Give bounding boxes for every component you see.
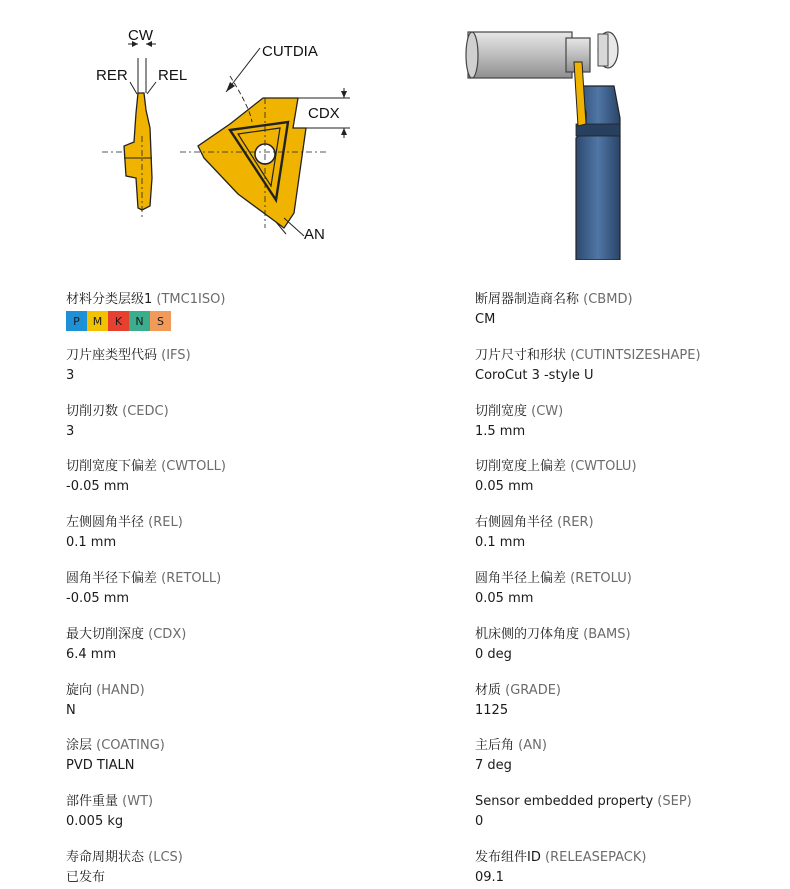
property-name: 机床侧的刀体角度 bbox=[475, 627, 580, 642]
property-item bbox=[475, 737, 790, 774]
property-label bbox=[66, 849, 386, 866]
property-value: PVD TIALN bbox=[66, 758, 135, 773]
property-value: 1.5 mm bbox=[475, 424, 526, 439]
property-value: 6.4 mm bbox=[66, 647, 117, 662]
insert-top-view bbox=[180, 48, 350, 236]
property-item bbox=[66, 291, 386, 331]
property-label bbox=[475, 737, 790, 754]
property-item bbox=[66, 682, 386, 719]
property-code: (IFS) bbox=[161, 348, 191, 363]
property-item bbox=[66, 347, 386, 384]
property-code: (RELEASEPACK) bbox=[545, 850, 647, 865]
property-code: (CBMD) bbox=[583, 292, 633, 307]
iso-material-strip bbox=[66, 311, 386, 331]
property-code: (RETOLL) bbox=[161, 571, 222, 586]
property-code: (TMC1ISO) bbox=[156, 292, 226, 307]
property-name: 切削宽度下偏差 bbox=[66, 459, 158, 474]
property-value: -0.05 mm bbox=[66, 591, 130, 606]
property-code: (WT) bbox=[122, 794, 154, 809]
property-label bbox=[66, 626, 386, 643]
property-name: 切削宽度上偏差 bbox=[475, 459, 567, 474]
property-name: 涂层 bbox=[66, 738, 93, 753]
property-code: (SEP) bbox=[657, 794, 692, 809]
property-label bbox=[475, 458, 790, 475]
property-code: (LCS) bbox=[148, 850, 183, 865]
property-item bbox=[66, 737, 386, 774]
property-code: (CEDC) bbox=[122, 404, 169, 419]
property-item bbox=[475, 682, 790, 719]
property-item bbox=[66, 793, 386, 830]
insert-dimension-drawing bbox=[80, 18, 370, 250]
property-value: 7 deg bbox=[475, 758, 512, 773]
cutdia-label: CUTDIA bbox=[262, 43, 318, 60]
property-name: 刀片尺寸和形状 bbox=[475, 348, 567, 363]
property-name: 寿命周期状态 bbox=[66, 850, 145, 865]
property-label bbox=[475, 347, 790, 364]
property-code: (GRADE) bbox=[505, 683, 561, 698]
property-label bbox=[66, 737, 386, 754]
property-label bbox=[475, 291, 790, 308]
property-code: (COATING) bbox=[96, 738, 165, 753]
property-name: 圆角半径上偏差 bbox=[475, 571, 567, 586]
property-label bbox=[66, 291, 386, 308]
property-code: (CDX) bbox=[148, 627, 187, 642]
property-name: 左侧圆角半径 bbox=[66, 515, 145, 530]
property-value: 0 deg bbox=[475, 647, 512, 662]
property-item bbox=[66, 403, 386, 440]
property-value: CoroCut 3 -style U bbox=[475, 368, 594, 383]
property-item bbox=[66, 458, 386, 495]
property-item bbox=[475, 570, 790, 607]
property-label bbox=[475, 793, 790, 810]
property-label bbox=[66, 682, 386, 699]
property-value: 09.1 bbox=[475, 870, 504, 885]
property-item bbox=[66, 849, 386, 886]
property-value: 0.005 kg bbox=[66, 814, 124, 829]
property-name: 切削刃数 bbox=[66, 404, 119, 419]
workpiece-bar bbox=[466, 32, 618, 78]
property-value: CM bbox=[475, 312, 496, 327]
property-item bbox=[66, 626, 386, 663]
property-name: 主后角 bbox=[475, 738, 515, 753]
property-code: (CWTOLL) bbox=[161, 459, 226, 474]
property-name: 材料分类层级1 bbox=[66, 292, 153, 307]
property-code: (RER) bbox=[557, 515, 594, 530]
property-name: 发布组件ID bbox=[475, 850, 541, 865]
property-value: 0.05 mm bbox=[475, 591, 534, 606]
iso-material-n: N bbox=[129, 311, 150, 331]
property-code: (AN) bbox=[518, 738, 547, 753]
property-code: (CWTOLU) bbox=[570, 459, 637, 474]
property-code: (CW) bbox=[531, 404, 564, 419]
property-name: 右侧圆角半径 bbox=[475, 515, 554, 530]
cdx-label: CDX bbox=[308, 105, 340, 122]
property-name: 部件重量 bbox=[66, 794, 119, 809]
property-item bbox=[475, 403, 790, 440]
property-item bbox=[66, 570, 386, 607]
property-name: Sensor embedded property bbox=[475, 794, 654, 809]
iso-material-p: P bbox=[66, 311, 87, 331]
property-label bbox=[475, 403, 790, 420]
property-name: 切削宽度 bbox=[475, 404, 528, 419]
iso-material-s: S bbox=[150, 311, 171, 331]
property-name: 材质 bbox=[475, 683, 502, 698]
property-value: 0.1 mm bbox=[66, 535, 117, 550]
property-name: 刀片座类型代码 bbox=[66, 348, 158, 363]
property-code: (HAND) bbox=[96, 683, 145, 698]
property-code: (REL) bbox=[148, 515, 183, 530]
property-code: (RETOLU) bbox=[570, 571, 632, 586]
property-value: N bbox=[66, 703, 76, 718]
property-item bbox=[475, 849, 790, 886]
property-value: 1125 bbox=[475, 703, 509, 718]
property-name: 旋向 bbox=[66, 683, 93, 698]
property-label bbox=[475, 849, 790, 866]
property-value: 3 bbox=[66, 424, 75, 439]
property-label bbox=[66, 458, 386, 475]
property-label bbox=[475, 570, 790, 587]
property-name: 最大切削深度 bbox=[66, 627, 145, 642]
property-item bbox=[66, 514, 386, 551]
property-value: 0.05 mm bbox=[475, 479, 534, 494]
property-item bbox=[475, 626, 790, 663]
rer-label: RER bbox=[96, 67, 128, 84]
cw-label: CW bbox=[128, 27, 153, 44]
property-label bbox=[475, 514, 790, 531]
property-label bbox=[66, 570, 386, 587]
property-item bbox=[475, 347, 790, 384]
property-label bbox=[475, 626, 790, 643]
iso-material-m: M bbox=[87, 311, 108, 331]
property-value: 0.1 mm bbox=[475, 535, 526, 550]
property-item bbox=[475, 514, 790, 551]
property-value: 3 bbox=[66, 368, 75, 383]
property-label bbox=[66, 347, 386, 364]
iso-material-k: K bbox=[108, 311, 129, 331]
property-name: 断屑器制造商名称 bbox=[475, 292, 580, 307]
property-label bbox=[66, 514, 386, 531]
property-label bbox=[475, 682, 790, 699]
property-item bbox=[475, 793, 790, 830]
property-code: (BAMS) bbox=[583, 627, 631, 642]
property-value: -0.05 mm bbox=[66, 479, 130, 494]
property-item bbox=[475, 458, 790, 495]
property-label bbox=[66, 793, 386, 810]
rel-label: REL bbox=[158, 67, 188, 84]
property-code: (CUTINTSIZESHAPE) bbox=[570, 348, 701, 363]
an-label: AN bbox=[304, 226, 325, 243]
property-value: 已发布 bbox=[66, 870, 106, 885]
holder-illustration bbox=[462, 28, 632, 260]
property-label bbox=[66, 403, 386, 420]
property-value: 0 bbox=[475, 814, 484, 829]
property-name: 圆角半径下偏差 bbox=[66, 571, 158, 586]
property-item bbox=[475, 291, 790, 328]
